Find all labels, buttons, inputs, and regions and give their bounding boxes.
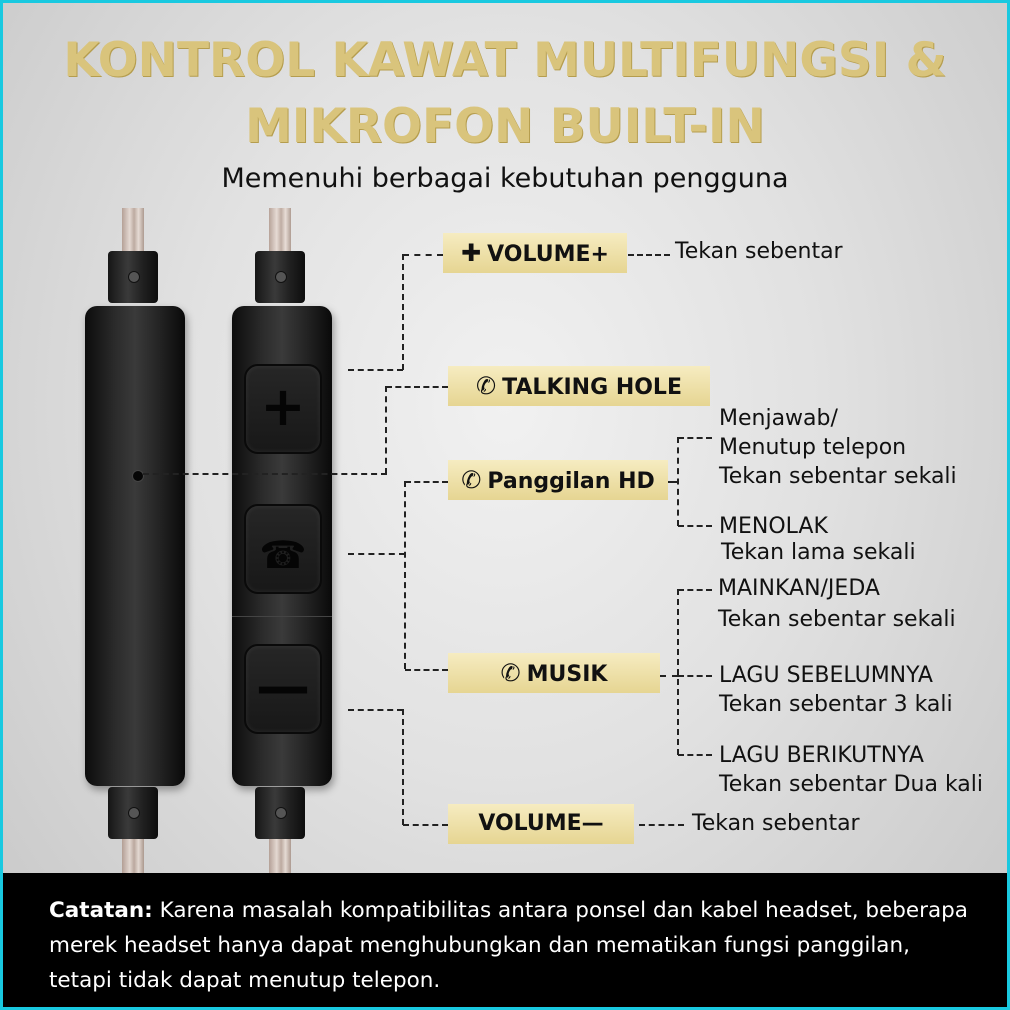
phone-icon: ☎ bbox=[259, 533, 307, 577]
plug-bottom-left bbox=[108, 787, 158, 839]
note-answer-title: Menjawab/ bbox=[719, 406, 838, 431]
remote-back bbox=[85, 306, 185, 786]
volume-down-button[interactable] bbox=[244, 644, 322, 734]
tag-volume-minus: VOLUME— bbox=[448, 804, 634, 844]
note-reject-title: MENOLAK bbox=[719, 514, 828, 539]
footer-body: Karena masalah kompatibilitas antara ponsel dan kabel headset, beberapa merek headset hanya dapat menghubungkan dan mematikan fungsi panggilan, tetapi tidak dapat menutup telepon. bbox=[49, 898, 968, 993]
volume-up-button[interactable] bbox=[244, 364, 322, 454]
tag-talking-hole: ✆ TALKING HOLE bbox=[448, 366, 710, 406]
title-line-2: MIKROFON BUILT-IN bbox=[245, 99, 765, 154]
minus-icon: — bbox=[256, 655, 310, 718]
note-next-desc: Tekan sebentar Dua kali bbox=[719, 772, 984, 797]
call-button[interactable] bbox=[244, 504, 322, 594]
note-play-desc: Tekan sebentar sekali bbox=[718, 607, 956, 632]
remote-front bbox=[232, 306, 332, 786]
microphone-hole bbox=[132, 470, 144, 482]
plug-top-left bbox=[108, 251, 158, 303]
tag-musik: ✆ MUSIK bbox=[448, 653, 660, 693]
note-answer-title-2: Menutup telepon bbox=[719, 435, 907, 460]
tag-volume-plus: ✚ VOLUME+ bbox=[443, 233, 627, 273]
note-prev-desc: Tekan sebentar 3 kali bbox=[719, 692, 953, 717]
note-answer-desc: Tekan sebentar sekali bbox=[719, 464, 957, 489]
plus-icon: ✚ bbox=[461, 239, 482, 267]
phone-icon: ✆ bbox=[461, 466, 482, 494]
footer-text bbox=[49, 893, 979, 998]
note-prev-title: LAGU SEBELUMNYA bbox=[719, 663, 933, 688]
note-volume-plus: Tekan sebentar bbox=[675, 239, 843, 264]
subtitle: Memenuhi berbagai kebutuhan pengguna bbox=[221, 163, 789, 194]
plug-top-right bbox=[255, 251, 305, 303]
plus-icon: + bbox=[260, 375, 306, 438]
plug-bottom-right bbox=[255, 787, 305, 839]
phone-wave-icon: ✆ bbox=[476, 372, 497, 400]
footer-label: Catatan: bbox=[49, 898, 153, 923]
phone-icon: ✆ bbox=[500, 659, 521, 687]
note-volume-minus: Tekan sebentar bbox=[692, 811, 860, 836]
note-play-title: MAINKAN/JEDA bbox=[718, 576, 880, 601]
note-reject-desc: Tekan lama sekali bbox=[721, 540, 916, 565]
tag-panggilan-hd: ✆ Panggilan HD bbox=[448, 460, 668, 500]
footer-note bbox=[3, 873, 1007, 1007]
title-line-1: KONTROL KAWAT MULTIFUNGSI & bbox=[63, 33, 947, 88]
note-next-title: LAGU BERIKUTNYA bbox=[719, 743, 924, 768]
